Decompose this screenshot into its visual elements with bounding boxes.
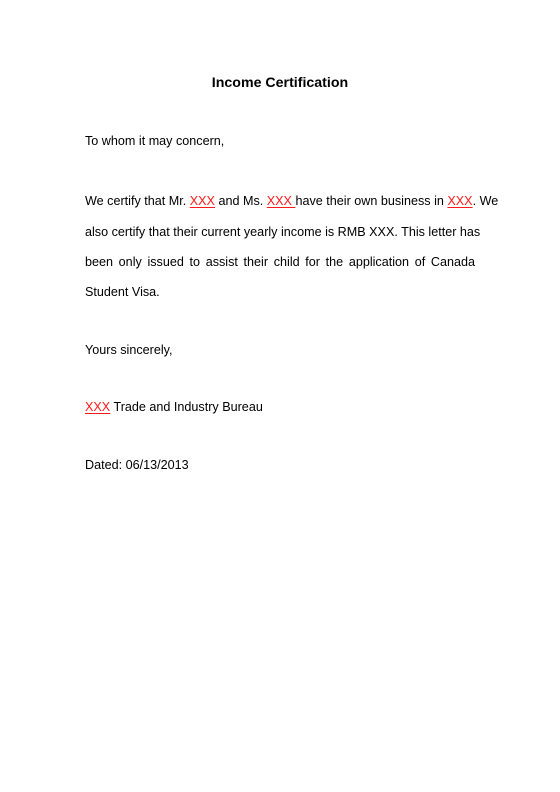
placeholder-name-ms: XXX	[266, 194, 296, 208]
body-text: . We	[472, 194, 499, 208]
salutation: To whom it may concern,	[85, 134, 225, 148]
dated: Dated: 06/13/2013	[85, 458, 189, 472]
body-text: We certify that Mr.	[85, 194, 190, 208]
body-line-1	[85, 193, 499, 209]
signature-text: Trade and Industry Bureau	[110, 400, 263, 414]
body-line-4: Student Visa.	[85, 285, 160, 299]
placeholder-name-mr: XXX	[189, 194, 215, 208]
page-title: Income Certification	[211, 75, 349, 91]
body-line-3: been only issued to assist their child for the application of Canada	[85, 255, 475, 269]
placeholder-bureau: XXX	[85, 400, 111, 414]
body-line-2: also certify that their current yearly income is RMB XXX. This letter has	[85, 225, 481, 239]
closing: Yours sincerely,	[85, 343, 173, 357]
signature	[85, 399, 263, 415]
placeholder-business: XXX	[447, 194, 473, 208]
body-text: and Ms.	[214, 194, 267, 208]
body-text: have their own business in	[295, 194, 448, 208]
